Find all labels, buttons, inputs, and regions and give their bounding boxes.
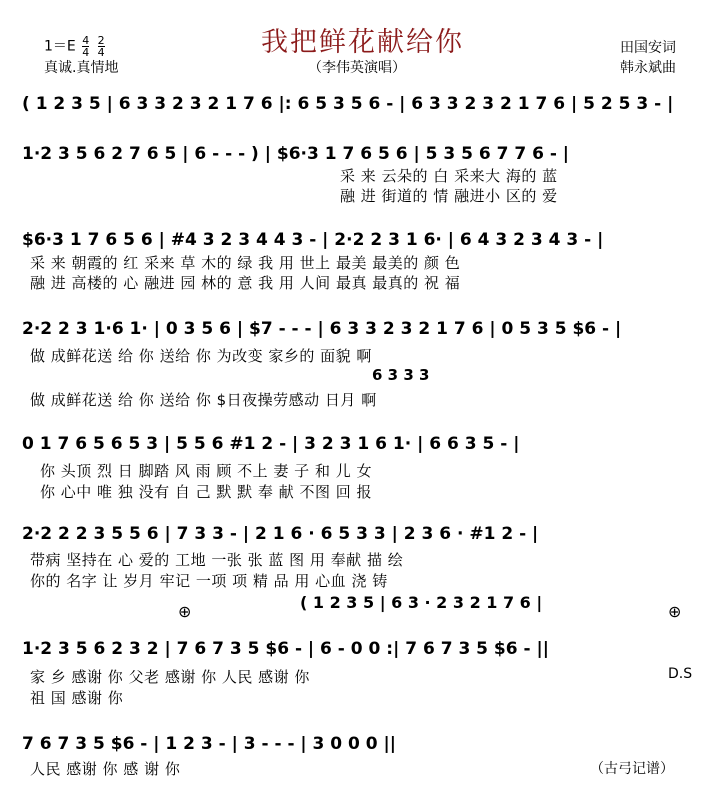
coda-sign-left: ⊕	[178, 602, 192, 621]
key-label: 1＝E	[44, 38, 76, 55]
ds-marking: D.S	[668, 666, 693, 682]
score-line-8	[22, 727, 690, 757]
lyric-line-4b: 做 成鲜花送 给 你 送给 你 $日夜操劳感动 日月 啊	[30, 391, 377, 409]
score-line-4	[22, 312, 690, 342]
score-line-2	[22, 137, 690, 167]
coda-sign-right: ⊕	[668, 602, 682, 621]
score-line-5	[22, 427, 690, 457]
score-line-6	[22, 517, 690, 547]
score-line-3	[22, 223, 690, 253]
notes-text: 0 1 7 6 5 6 5 3 | 5 5 6 #1 2 - | 3 2 3 1 6 1· | 6 6 3 5 - |	[22, 434, 520, 454]
time-sig-4-4: $\frac{4}{4}$	[82, 34, 90, 59]
notation-line-3	[22, 223, 690, 253]
mood-marking: 真诚.真情地	[44, 60, 119, 76]
notation-line-1	[22, 87, 690, 117]
lyricist: 田国安词	[620, 40, 676, 56]
notes-text: 2·2 2 2 3 5 5 6 | 7 3 3 - | 2 1 6 · 6 5 3 3 | 2 3 6 · #1 2 - |	[22, 524, 539, 544]
notes-text: 1·2 3 5 6 2 3 2 | 7 6 7 3 5 $6 - | 6 - 0 0 :| 7 6 7 3 5 $6 - ||	[22, 639, 549, 659]
lyric-line-2a: 采 来 云朵的 白 采来大 海的 蓝	[340, 167, 558, 185]
score-line-1	[22, 87, 690, 117]
notation-line-6	[22, 517, 690, 547]
lyric-line-4a: 做 成鲜花送 给 你 送给 你 为改变 家乡的 面貌 啊	[30, 347, 372, 365]
score-line-7	[22, 632, 690, 662]
lyric-line-7b: 祖 国 感谢 你	[30, 689, 124, 707]
transcriber: （古弓记谱）	[590, 761, 674, 777]
notation-line-8	[22, 727, 690, 757]
notation-line-2	[22, 137, 690, 167]
key-signature	[44, 35, 107, 58]
lyric-line-8a: 人民 感谢 你 感 谢 你	[30, 760, 181, 778]
notes-text: $6·3 1 7 6 5 6 | #4 3 2 3 4 4 3 - | 2·2 2 3 1 6· | 6 4 3 2 3 4 3 - |	[22, 230, 604, 250]
lyric-line-5b: 你 心中 唯 独 没有 自 己 默 默 奉 献 不图 回 报	[40, 483, 372, 501]
song-title: 我把鲜花献给你	[261, 27, 464, 58]
upper-notes: ( 1 2 3 5 | 6 3 · 2 3 2 1 7 6 |	[300, 593, 543, 612]
lyric-line-2b: 融 进 街道的 情 融进小 区的 爱	[340, 187, 558, 205]
composer: 韩永斌曲	[620, 60, 676, 76]
lyric-line-5a: 你 头顶 烈 日 脚踏 风 雨 顾 不上 妻 子 和 儿 女	[40, 462, 372, 480]
notation-line-5	[22, 427, 690, 457]
performer: （李伟英演唱）	[308, 60, 406, 76]
notes-text: ( 1 2 3 5 | 6 3 3 2 3 2 1 7 6 |: 6 5 3 5 6 - | 6 3 3 2 3 2 1 7 6 | 5 2 5 3 - |	[22, 94, 674, 114]
lyric-line-6b: 你的 名字 让 岁月 牢记 一项 项 精 品 用 心血 浇 铸	[30, 572, 388, 590]
alternate-notes: 6 3 3 3	[372, 366, 430, 384]
lyric-line-7a: 家 乡 感谢 你 父老 感谢 你 人民 感谢 你	[30, 668, 310, 686]
notes-text: 2·2 2 3 1·6 1· | 0 3 5 6 | $7 - - - | 6 3 3 2 3 2 1 7 6 | 0 5 3 5 $6 - |	[22, 319, 622, 339]
notes-text: 1·2 3 5 6 2 7 6 5 | 6 - - - ) | $6·3 1 7 6 5 6 | 5 3 5 6 7 7 6 - |	[22, 144, 570, 164]
lyric-line-3b: 融 进 高楼的 心 融进 园 林的 意 我 用 人间 最真 最真的 祝 福	[30, 274, 461, 292]
notation-line-4	[22, 312, 690, 342]
lyric-line-6a: 带病 坚持在 心 爱的 工地 一张 张 蓝 图 用 奉献 描 绘	[30, 551, 404, 569]
notes-text: 7 6 7 3 5 $6 - | 1 2 3 - | 3 - - - | 3 0 0 0 ||	[22, 734, 396, 754]
lyric-line-3a: 采 来 朝霞的 红 采来 草 木的 绿 我 用 世上 最美 最美的 颜 色	[30, 254, 461, 272]
time-sig-2-4: $\frac{2}{4}$	[97, 34, 105, 59]
notation-line-7	[22, 632, 690, 662]
